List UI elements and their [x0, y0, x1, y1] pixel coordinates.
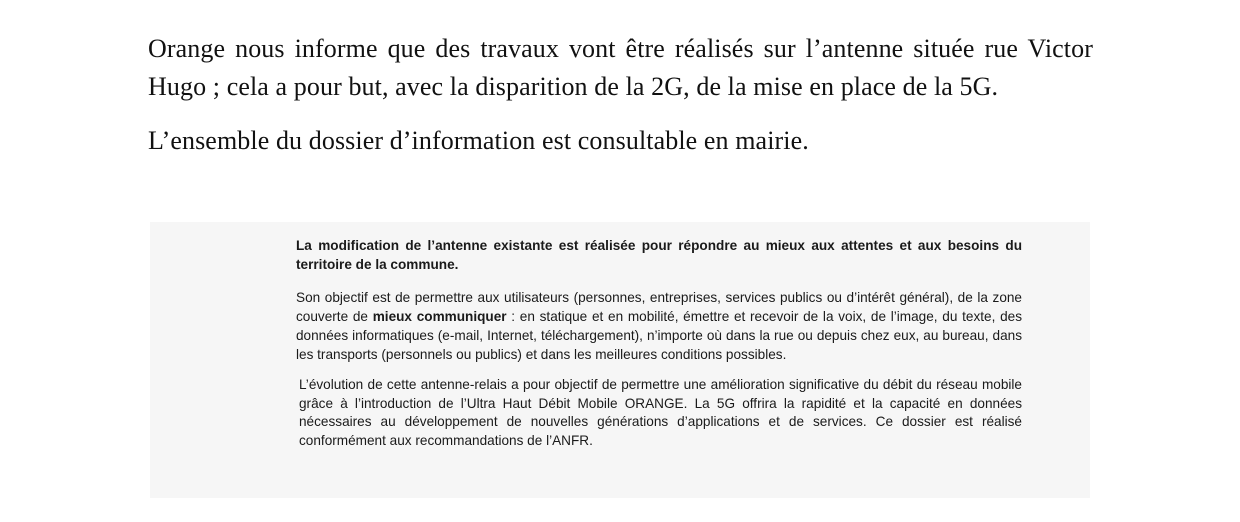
scanned-document-text — [296, 236, 1022, 462]
scanned-document-excerpt — [150, 222, 1090, 498]
objective-text-start: Son objectif est de permettre aux utilisateurs (personnes, entreprises, services publics ou d’intérêt général), de la zone couverte de — [296, 290, 1022, 324]
objective-text-end: : en statique et en mobilité, émettre et recevoir de la voix, de l’image, du texte, des données informatiques (e-mail, Internet, téléchargement), n’importe où dans la rue ou depuis chez eux, au bureau, dans les transports (personnels ou publics) et dans les meilleures conditions possibles. — [296, 309, 1023, 362]
excerpt-objective-paragraph — [296, 288, 1022, 364]
excerpt-lead-paragraph: La modification de l’antenne existante est réalisée pour répondre au mieux aux attentes et aux besoins du territoire de la commune. — [296, 238, 1022, 272]
objective-emphasis: mieux communiquer — [372, 309, 507, 324]
announcement-text — [148, 30, 1093, 160]
announcement-paragraph-dossier: L’ensemble du dossier d’information est consultable en mairie. — [148, 126, 809, 155]
announcement-paragraph-works: Orange nous informe que des travaux vont être réalisés sur l’antenne située rue Victor Hugo ; cela a pour but, avec la disparition de la 2G, de la mise en place de la 5G. — [148, 34, 1093, 101]
excerpt-evolution-paragraph: L’évolution de cette antenne-relais a pour objectif de permettre une amélioration significative du débit du réseau mobile grâce à l’introduction de l’Ultra Haut Débit Mobile ORANGE. La 5G offrira la rapidité et la capacité en données nécessaires au développement de nouvelles générations d’applications et de services. Ce dossier est réalisé conformément aux recommandations de l’ANFR. — [299, 377, 1022, 448]
